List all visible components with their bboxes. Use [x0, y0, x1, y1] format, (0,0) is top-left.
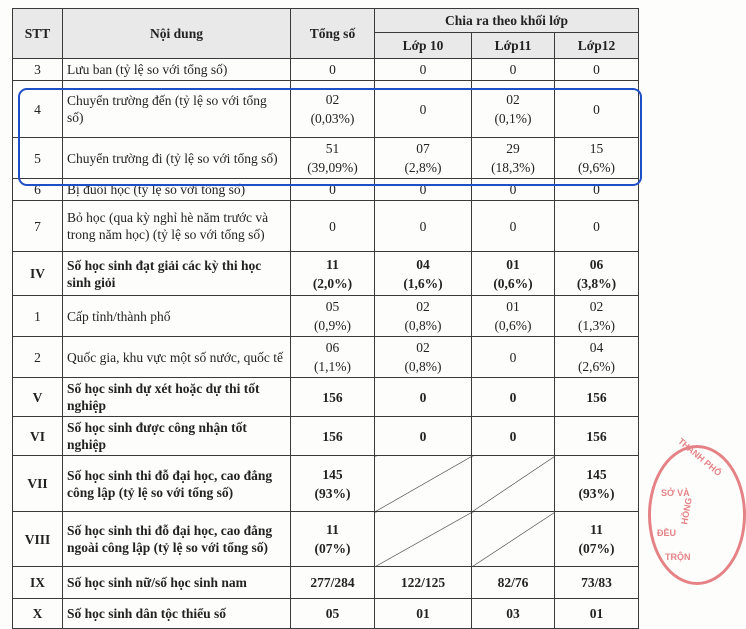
cell-grade-12: [555, 337, 639, 378]
cell-total: [291, 337, 375, 378]
cell-value: 05: [325, 299, 340, 314]
statistics-table: [12, 8, 639, 629]
cell-grade-11: [472, 417, 555, 456]
table-row: [13, 296, 639, 337]
cell-grade-12: [555, 512, 639, 567]
cell-percent: (0,8%): [404, 318, 442, 333]
cell-grade-10: [375, 337, 472, 378]
row-stt: 5: [13, 138, 63, 179]
cell-grade-11: [472, 252, 555, 296]
row-label: Bỏ học (qua kỳ nghỉ hè năm trước và trong năm học) (tỷ lệ so với tổng số): [63, 201, 291, 252]
cell-grade-12: [555, 138, 639, 179]
cell-percent: (0,03%): [310, 111, 355, 126]
header-total: Tổng số: [291, 9, 375, 59]
table-row: [13, 456, 639, 512]
cell-percent: (93%): [578, 485, 615, 501]
cell-value: 11: [590, 522, 603, 537]
cell-value: 51: [325, 141, 340, 156]
cell-grade-12: [555, 252, 639, 296]
row-label: Số học sinh thi đỗ đại học, cao đẳng công lập (tỷ lệ so với tổng số): [63, 456, 291, 512]
cell-grade-12: [555, 201, 639, 252]
cell-total: [291, 567, 375, 599]
cell-grade-10: [375, 567, 472, 599]
row-label: Chuyển trường đi (tỷ lệ so với tổng số): [63, 138, 291, 179]
table-row: [13, 417, 639, 456]
row-stt: VIII: [13, 512, 63, 567]
cell-percent: (07%): [578, 541, 615, 556]
cell-value: 0: [419, 389, 427, 405]
row-stt: VII: [13, 456, 63, 512]
cell-grade-12: [555, 417, 639, 456]
cell-value: 156: [586, 428, 607, 444]
cell-grade-12: [555, 81, 639, 138]
cell-total: [291, 599, 375, 629]
cell-value: 156: [322, 389, 343, 405]
cell-grade-11: [472, 59, 555, 81]
cell-percent: (3,8%): [576, 275, 617, 291]
row-label: Số học sinh thi đỗ đại học, cao đẳng ngoài công lập (tỷ lệ so với tổng số): [63, 512, 291, 567]
table-row: [13, 252, 639, 296]
cell-grade-12: [555, 567, 639, 599]
table-row: [13, 138, 639, 179]
cell-total: [291, 81, 375, 138]
cell-grade-10: [375, 138, 472, 179]
row-stt: V: [13, 378, 63, 417]
cell-value: 02: [416, 340, 430, 355]
cell-value: 156: [322, 428, 343, 444]
table-row: [13, 512, 639, 567]
cell-value: 0: [329, 182, 336, 197]
cell-percent: (1,3%): [577, 318, 616, 333]
cell-value: 156: [586, 389, 607, 405]
row-stt: X: [13, 599, 63, 629]
cell-grade-12: [555, 599, 639, 629]
cell-value: 0: [509, 389, 517, 405]
row-stt: IV: [13, 252, 63, 296]
cell-value: 0: [593, 62, 600, 77]
cell-grade-11: [472, 296, 555, 337]
cell-value: 0: [329, 218, 336, 234]
cell-percent: (0,6%): [493, 275, 533, 291]
row-label: Chuyển trường đến (tỷ lệ so với tổng số): [63, 81, 291, 138]
cell-value: 0: [419, 182, 427, 197]
cell-total: [291, 201, 375, 252]
header-by-grade: Chia ra theo khối lớp: [375, 9, 639, 33]
cell-percent: (2,6%): [577, 359, 616, 374]
cell-percent: (07%): [314, 541, 351, 556]
row-stt: 6: [13, 179, 63, 201]
cell-total: [291, 512, 375, 567]
table-row: [13, 59, 639, 81]
table-row: [13, 337, 639, 378]
cell-total: [291, 456, 375, 512]
cell-value: 0: [419, 428, 427, 444]
row-stt: VI: [13, 417, 63, 456]
cell-grade-12: [555, 378, 639, 417]
row-label: Bị đuổi học (tỷ lệ so với tổng số): [63, 179, 291, 201]
cell-grade-11: [472, 179, 555, 201]
cell-grade-11: [472, 378, 555, 417]
cell-value: 0: [593, 101, 600, 117]
cell-percent: (18,3%): [491, 160, 535, 175]
cell-value: 73/83: [581, 575, 612, 590]
header-stt: STT: [13, 9, 63, 59]
cell-value: 0: [419, 218, 427, 234]
row-label: Số học sinh được công nhận tốt nghiệp: [63, 417, 291, 456]
row-stt: IX: [13, 567, 63, 599]
table-row: [13, 378, 639, 417]
row-label: Cấp tỉnh/thành phố: [63, 296, 291, 337]
table-row: [13, 81, 639, 138]
row-stt: 1: [13, 296, 63, 337]
row-stt: 4: [13, 81, 63, 138]
cell-total: [291, 59, 375, 81]
cell-value: 01: [416, 606, 430, 621]
row-label: Số học sinh dự xét hoặc dự thi tốt nghiệp: [63, 378, 291, 417]
row-label: Quốc gia, khu vực một số nước, quốc tế: [63, 337, 291, 378]
cell-value: 01: [589, 606, 604, 621]
empty-cell: [375, 456, 472, 512]
cell-grade-12: [555, 296, 639, 337]
cell-value: 0: [593, 218, 600, 234]
cell-value: 82/76: [497, 575, 529, 590]
row-label: Số học sinh đạt giải các kỳ thi học sinh giỏi: [63, 252, 291, 296]
cell-value: 0: [593, 182, 600, 197]
cell-value: 0: [509, 349, 517, 365]
empty-cell: [375, 512, 472, 567]
cell-value: 03: [506, 606, 520, 621]
cell-grade-11: [472, 81, 555, 138]
cell-value: 05: [325, 606, 340, 621]
cell-value: 0: [509, 62, 517, 77]
empty-cell: [472, 512, 555, 567]
header-grade-11: Lớp11: [472, 33, 555, 59]
cell-grade-12: [555, 179, 639, 201]
table-row: [13, 179, 639, 201]
cell-value: 02: [506, 92, 520, 107]
cell-grade-12: [555, 59, 639, 81]
cell-value: 06: [589, 256, 604, 272]
cell-value: 15: [589, 141, 604, 156]
cell-value: 0: [509, 428, 517, 444]
header-grade-12: Lớp12: [555, 33, 639, 59]
cell-total: [291, 252, 375, 296]
cell-grade-10: [375, 417, 472, 456]
cell-percent: (1,6%): [403, 275, 443, 291]
cell-value: 11: [326, 256, 339, 272]
red-seal-stamp: THÀNH PHỐ SỞ VÀ HỒNG ĐỀU TRỘN: [648, 445, 746, 585]
cell-grade-10: [375, 296, 472, 337]
cell-grade-10: [375, 59, 472, 81]
row-label: Lưu ban (tỷ lệ so với tổng số): [63, 59, 291, 81]
cell-grade-10: [375, 179, 472, 201]
cell-value: 07: [416, 141, 430, 156]
cell-value: 01: [506, 299, 520, 314]
cell-grade-10: [375, 378, 472, 417]
row-stt: 3: [13, 59, 63, 81]
row-label: Số học sinh dân tộc thiểu số: [63, 599, 291, 629]
table-row: [13, 201, 639, 252]
empty-cell: [472, 456, 555, 512]
cell-grade-10: [375, 599, 472, 629]
table-row: [13, 567, 639, 599]
cell-grade-11: [472, 567, 555, 599]
cell-value: 0: [419, 101, 427, 117]
cell-percent: (0,1%): [494, 111, 532, 126]
cell-value: 0: [509, 182, 517, 197]
cell-value: 04: [589, 340, 604, 355]
cell-grade-11: [472, 337, 555, 378]
header-grade-10: Lớp 10: [375, 33, 472, 59]
cell-total: [291, 417, 375, 456]
cell-value: 04: [416, 256, 430, 272]
cell-value: 145: [586, 466, 607, 482]
cell-value: 145: [322, 466, 343, 482]
cell-total: [291, 378, 375, 417]
cell-total: [291, 138, 375, 179]
cell-value: 0: [419, 62, 427, 77]
cell-percent: (0,8%): [404, 359, 442, 374]
cell-percent: (39,09%): [307, 160, 358, 175]
cell-grade-11: [472, 599, 555, 629]
table-row: [13, 599, 639, 629]
cell-percent: (1,1%): [313, 359, 352, 374]
cell-percent: (93%): [314, 485, 351, 501]
cell-value: 29: [506, 141, 520, 156]
cell-grade-11: [472, 201, 555, 252]
cell-value: 01: [506, 256, 520, 272]
cell-total: [291, 179, 375, 201]
cell-grade-12: [555, 456, 639, 512]
cell-percent: (9,6%): [577, 160, 616, 175]
cell-value: 277/284: [310, 575, 355, 590]
row-label: Số học sinh nữ/số học sinh nam: [63, 567, 291, 599]
cell-value: 06: [325, 340, 340, 355]
cell-value: 0: [509, 218, 517, 234]
cell-value: 02: [416, 299, 430, 314]
cell-grade-11: [472, 138, 555, 179]
row-stt: 7: [13, 201, 63, 252]
row-stt: 2: [13, 337, 63, 378]
cell-value: 02: [325, 92, 340, 107]
cell-percent: (2,8%): [404, 160, 442, 175]
cell-percent: (0,6%): [494, 318, 532, 333]
cell-grade-10: [375, 201, 472, 252]
cell-value: 122/125: [400, 575, 446, 590]
cell-value: 0: [329, 62, 336, 77]
cell-value: 11: [326, 522, 339, 537]
cell-total: [291, 296, 375, 337]
cell-value: 02: [589, 299, 604, 314]
cell-grade-10: [375, 252, 472, 296]
header-content: Nội dung: [63, 9, 291, 59]
cell-percent: (2,0%): [312, 275, 353, 291]
cell-grade-10: [375, 81, 472, 138]
cell-percent: (0,9%): [313, 318, 352, 333]
